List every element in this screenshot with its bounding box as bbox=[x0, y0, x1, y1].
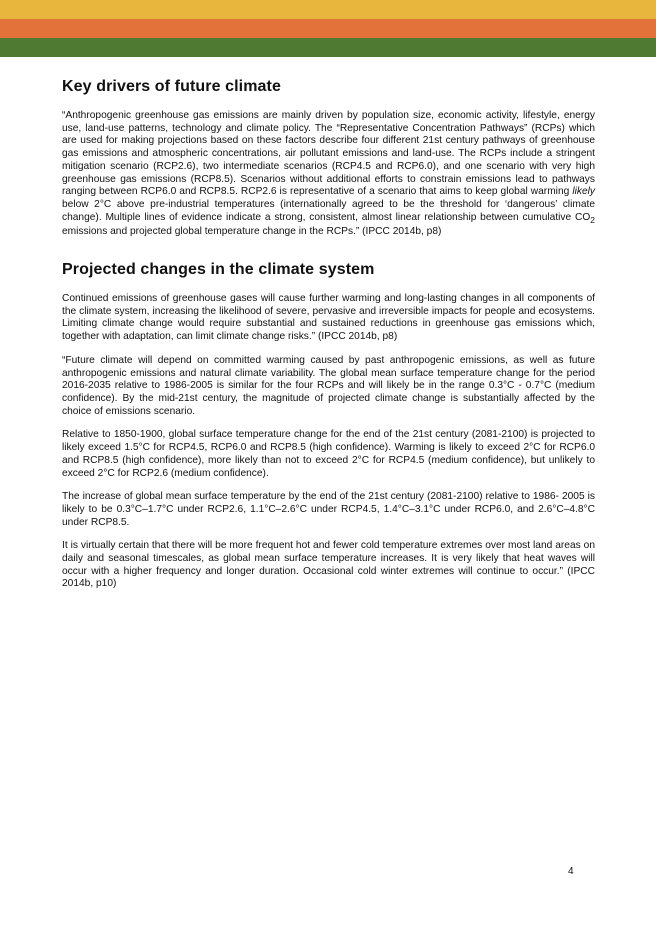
co2-subscript: 2 bbox=[590, 214, 595, 225]
section-heading-projected-changes: Projected changes in the climate system bbox=[62, 261, 375, 279]
key-drivers-emphasis: likely bbox=[572, 186, 595, 198]
header-band-orange bbox=[0, 19, 656, 38]
key-drivers-text-c: emissions and projected global temperature change in the RCPs.” (IPCC 2014b, p8) bbox=[62, 226, 442, 238]
projected-paragraph-2: “Future climate will depend on committed warming caused by past anthropogenic emissions, as well as future anthropogenic emissions and natural climate variability. The global mean surface temperature change for the period 2016-2035 relative to 1986-2005 is similar for the four RCPs and will likely be in the range 0.3°C - 0.7°C (medium confidence). By the mid-21st century, the magnitude of projected climate change is substantially affected by the choice of emissions scenario. bbox=[62, 354, 595, 417]
projected-paragraph-1: Continued emissions of greenhouse gases will cause further warming and long-lasting changes in all components of the climate system, increasing the likelihood of severe, pervasive and irreversible impacts for people and ecosystems. Limiting climate change would require substantial and sustained reductions in greenhouse gas emissions which, together with adaptation, can limit climate change risks.” (IPCC 2014b, p8) bbox=[62, 293, 595, 343]
header-band-green bbox=[0, 38, 656, 57]
key-drivers-text-a: “Anthropogenic greenhouse gas emissions are mainly driven by population size, economic activity, lifestyle, energy use, land-use patterns, technology and climate policy. The “Representative Concentration Pathways” (RCPs) which are used for making projections based on these factors describe four different 21st century pathways of greenhouse gas emissions and atmospheric concentrations, air pollutant emissions and land-use. The RCPs include a stringent mitigation scenario (RCP2.6), two intermediate scenarios (RCP4.5 and RCP6.0), and one scenario with very high greenhouse gas emissions (RCP8.5). Scenarios without additional efforts to constrain emissions lead to pathways ranging between RCP6.0 and RCP8.5. RCP2.6 is representative of a scenario that aims to keep global warming bbox=[62, 110, 595, 198]
key-drivers-text-b: below 2°C above pre-industrial temperatures (internationally agreed to be the threshold for ‘dangerous’ climate change). Multiple lines of evidence indicate a strong, consistent, almost linear relationship between cumulative CO bbox=[62, 198, 595, 223]
projected-paragraph-5: It is virtually certain that there will be more frequent hot and fewer cold temperature extremes over most land areas on daily and seasonal timescales, as global mean surface temperature increases. It is very likely that heat waves will occur with a higher frequency and longer duration. Occasional cold winter extremes will continue to occur.” (IPCC 2014b, p10) bbox=[62, 540, 595, 590]
key-drivers-paragraph bbox=[62, 110, 595, 239]
page-content bbox=[62, 78, 595, 602]
projected-paragraph-4: The increase of global mean surface temperature by the end of the 21st century (2081-2100) relative to 1986- 2005 is likely to be 0.3°C–1.7°C under RCP2.6, 1.1°C–2.6°C under RCP4.5, 1.4°C–3.1°C under RCP6.0, and 2.6°C–4.8°C under RCP8.5. bbox=[62, 491, 595, 528]
projected-paragraph-3: Relative to 1850-1900, global surface temperature change for the end of the 21st century (2081-2100) is projected to likely exceed 1.5°C for RCP4.5, RCP6.0 and RCP8.5 (high confidence). Warming is likely to exceed 2°C for RCP6.0 and RCP8.5 (high confidence), more likely than not to exceed 2°C for RCP4.5 (medium confidence), but unlikely to exceed 2°C for RCP2.6 (medium confidence). bbox=[62, 429, 595, 479]
section-heading-key-drivers: Key drivers of future climate bbox=[62, 78, 281, 95]
header-band-yellow bbox=[0, 0, 656, 19]
page-number: 4 bbox=[568, 866, 574, 877]
